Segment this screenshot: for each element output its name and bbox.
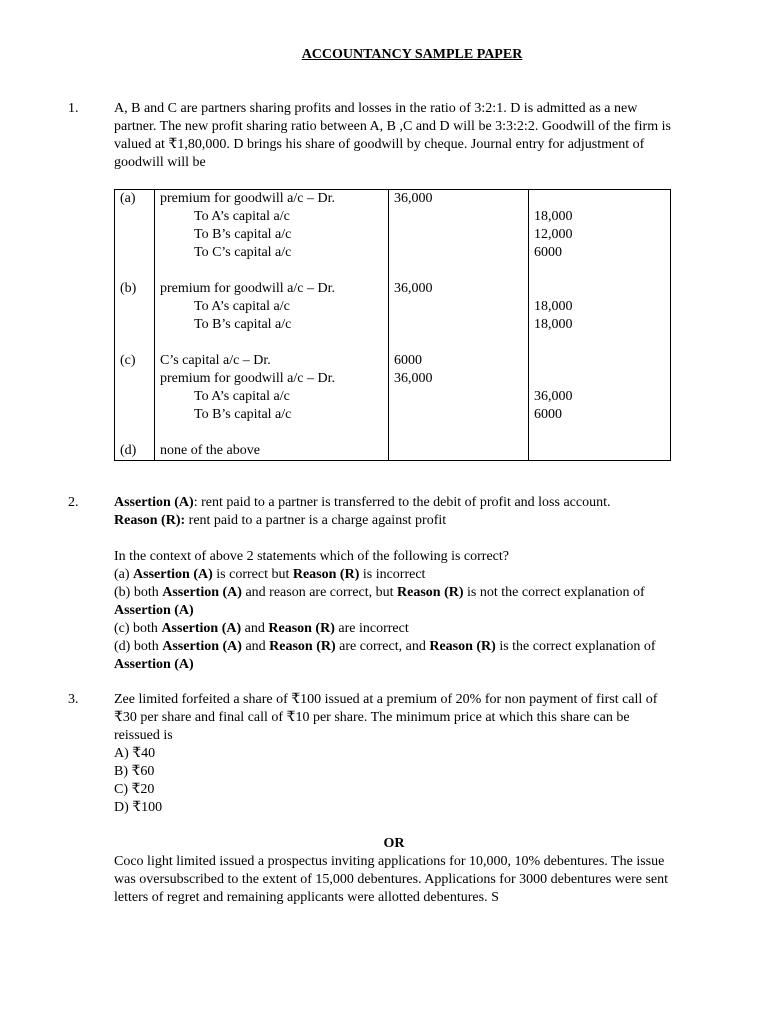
credit-cell [529,442,671,461]
or-heading: OR [383,836,405,851]
credit-amount [534,190,670,208]
question-2-body [114,494,674,674]
debit-amount [394,316,528,334]
credit-amount: 18,000 [534,299,573,314]
or-question-text: Coco light limited issued a prospectus inviting applications for 10,000, 10% debentures. The issue was oversubscribed to the extent of 15,000 debentures. Applications for 3000 debentures were sent letters of regret and remaining applicants were allotted debentures. S [114,854,669,905]
particulars-cell [155,280,389,352]
debit-amount [394,406,528,424]
particular-line: To A’s capital a/c [194,299,290,314]
reason-line: Reason (R): rent paid to a partner is a charge against profit [114,513,447,528]
credit-amount [534,280,670,298]
credit-cell [529,280,671,352]
particular-line: To A’s capital a/c [194,209,290,224]
credit-amount: 18,000 [534,209,573,224]
option-A: A) ₹40 [114,746,156,761]
particular-line: premium for goodwill a/c – Dr. [160,191,335,206]
particulars-cell [155,190,389,281]
debit-cell [389,190,529,281]
debit-amount [394,244,528,262]
particular-line: To B’s capital a/c [194,227,292,242]
credit-amount [534,442,670,460]
debit-cell [389,352,529,442]
credit-amount [534,352,670,370]
credit-amount: 6000 [534,245,562,260]
question-3-number: 3. [68,692,79,707]
question-2-prompt: In the context of above 2 statements which of the following is correct? [114,549,509,564]
particulars-cell [155,352,389,442]
option-a: (a) Assertion (A) is correct but Reason (R) is incorrect [114,567,426,582]
particular-line: To B’s capital a/c [194,317,292,332]
question-1-number: 1. [68,101,79,116]
debit-amount: 6000 [394,353,422,368]
particular-line: C’s capital a/c – Dr. [160,353,271,368]
particular-line: premium for goodwill a/c – Dr. [160,281,335,296]
question-1-text: A, B and C are partners sharing profits and losses in the ratio of 3:2:1. D is admitted as a new partner. The new profit sharing ratio between A, B ,C and D will be 3:3:2:2. Goodwill of the firm is valued at ₹1,80,000. D brings his share of goodwill by cheque. Journal entry for adjustment of goodwill will be [114,101,671,170]
journal-option-row [115,280,671,352]
credit-amount [534,370,670,388]
option-d: (d) both Assertion (A) and Reason (R) are correct, and Reason (R) is the correct explanation of Assertion (A) [114,639,656,672]
option-label: (b) [115,280,155,352]
particular-line: To B’s capital a/c [194,407,292,422]
option-C: C) ₹20 [114,782,155,797]
credit-amount: 12,000 [534,227,573,242]
debit-cell [389,280,529,352]
option-label: (d) [115,442,155,461]
debit-amount: 36,000 [394,191,433,206]
credit-cell [529,352,671,442]
credit-cell [529,190,671,281]
option-D: D) ₹100 [114,800,163,815]
option-b: (b) both Assertion (A) and reason are correct, but Reason (R) is not the correct explanation of Assertion (A) [114,585,645,618]
particular-line: none of the above [160,443,260,458]
journal-option-row [115,352,671,442]
debit-amount [394,388,528,406]
debit-amount [394,208,528,226]
debit-amount [394,298,528,316]
credit-amount: 6000 [534,407,562,422]
credit-amount: 18,000 [534,317,573,332]
journal-option-row [115,190,671,281]
question-2-number: 2. [68,495,79,510]
particulars-cell [155,442,389,461]
particular-line: To A’s capital a/c [194,389,290,404]
particular-line: To C’s capital a/c [194,245,292,260]
question-3-body [114,691,674,907]
journal-entry-options-table [114,189,671,461]
particular-line: premium for goodwill a/c – Dr. [160,371,335,386]
option-B: B) ₹60 [114,764,155,779]
credit-amount: 36,000 [534,389,573,404]
option-label: (a) [115,190,155,281]
page-title: ACCOUNTANCY SAMPLE PAPER [301,47,523,62]
debit-amount: 36,000 [394,281,433,296]
debit-amount [394,226,528,244]
debit-cell [389,442,529,461]
question-3-text: Zee limited forfeited a share of ₹100 issued at a premium of 20% for non payment of first call of ₹30 per share and final call of ₹10 per share. The minimum price at which this share can be reissued is [114,692,658,743]
option-label: (c) [115,352,155,442]
assertion-line: Assertion (A): rent paid to a partner is transferred to the debit of profit and loss account. [114,495,611,510]
debit-amount: 36,000 [394,371,433,386]
journal-option-row [115,442,671,461]
debit-amount [394,442,528,460]
option-c: (c) both Assertion (A) and Reason (R) are incorrect [114,621,409,636]
